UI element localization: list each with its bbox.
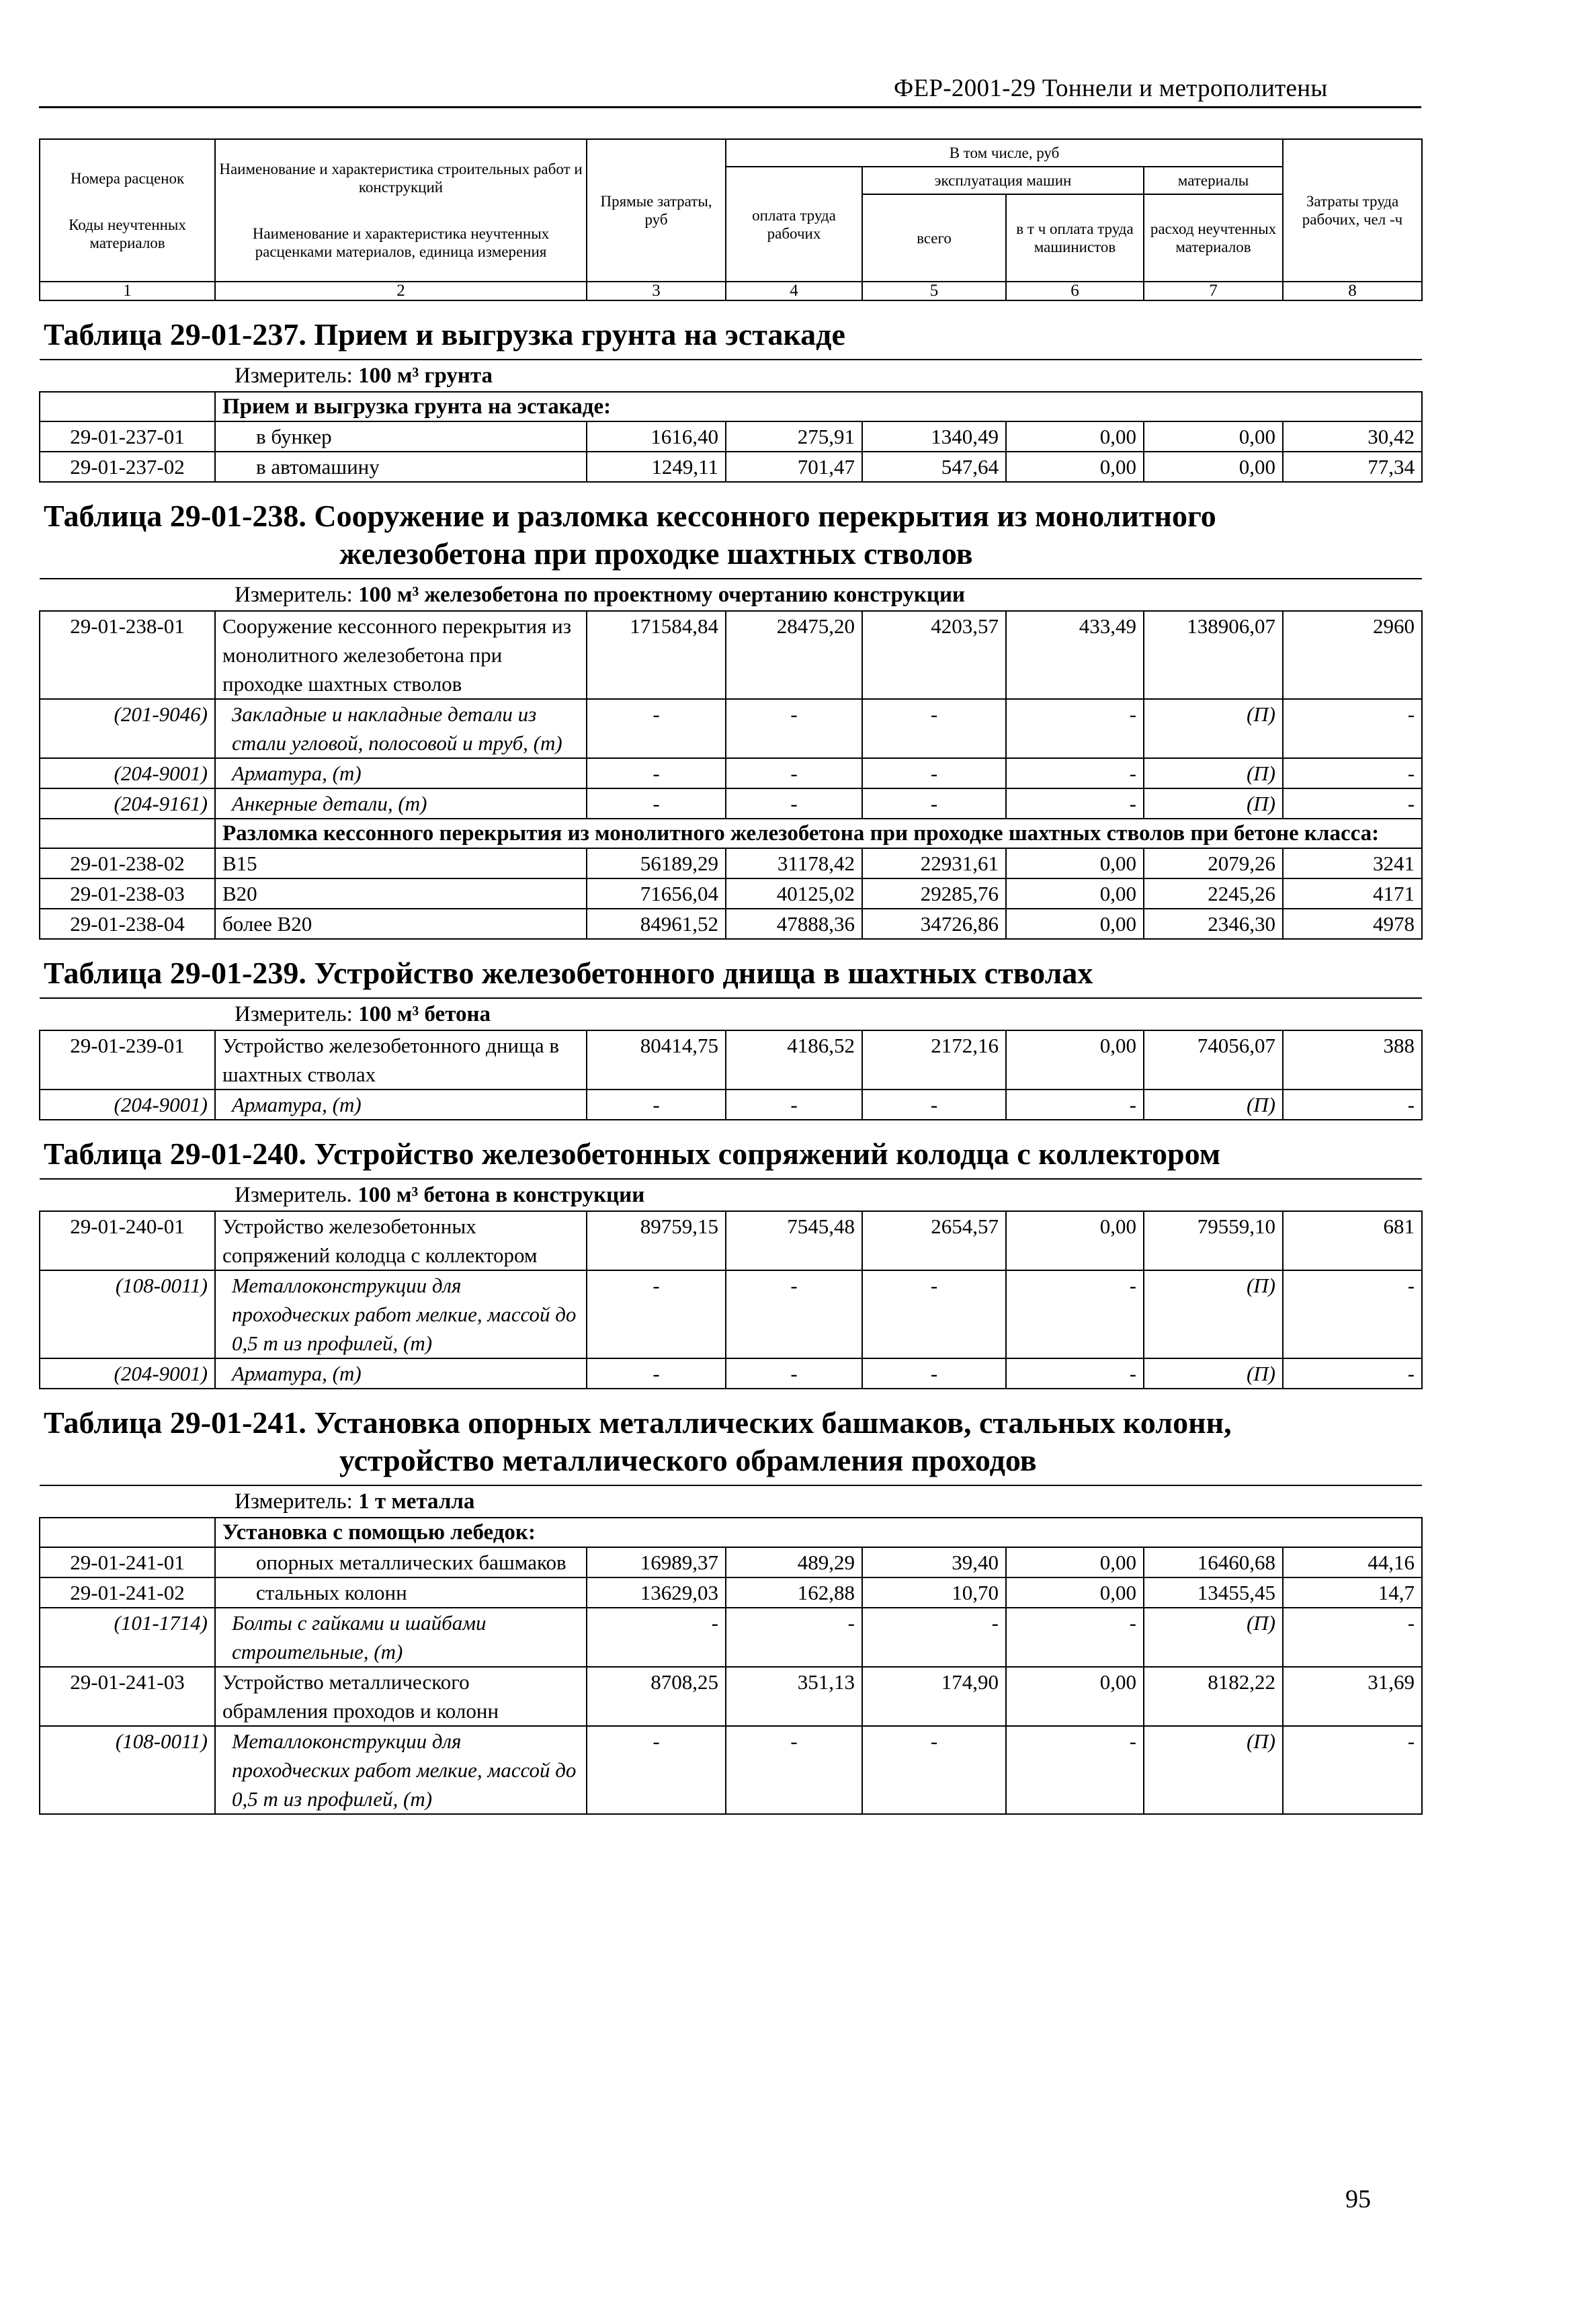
col-num: 5 — [862, 282, 1006, 300]
col-head-mat: материалы — [1144, 167, 1283, 194]
col-head-6: в т ч оплата труда машинистов — [1006, 194, 1144, 282]
material-row: (204-9001) Арматура, (т) - - - - (П) - — [40, 1358, 1422, 1389]
col-num: 3 — [587, 282, 726, 300]
material-row: (204-9161) Анкерные детали, (т) - - - - (П) - — [40, 788, 1422, 819]
col-head-5: всего — [862, 194, 1006, 282]
table-row: 29-01-241-03 Устройство металлического обрамления проходов и колонн 8708,25 351,13 174,90 0,00 8182,22 31,69 — [40, 1667, 1422, 1726]
table-row: 29-01-237-01 в бункер 1616,40 275,91 1340,49 0,00 0,00 30,42 — [40, 421, 1422, 452]
table-row: 29-01-241-01 опорных металлических башмаков 16989,37 489,29 39,40 0,00 16460,68 44,16 — [40, 1547, 1422, 1577]
table-title: Таблица 29-01-240. Устройство железобетонных сопряжений колодца с коллектором — [44, 1137, 1221, 1171]
page-number: 95 — [1345, 2185, 1371, 2213]
table-row: 29-01-238-03 В20 71656,04 40125,02 29285,76 0,00 2245,26 4171 — [40, 878, 1422, 909]
material-row: (108-0011) Металлоконструкции для проходческих работ мелкие, массой до 0,5 т из профилей, (т) - - - - (П) - — [40, 1726, 1422, 1814]
col-head-7: расход неучтенных материалов — [1144, 194, 1283, 282]
table-row: 29-01-238-02 В15 56189,29 31178,42 22931,61 0,00 2079,26 3241 — [40, 848, 1422, 878]
table-row: 29-01-238-04 более В20 84961,52 47888,36 34726,86 0,00 2346,30 4978 — [40, 909, 1422, 939]
table-row: 29-01-238-01 Сооружение кессонного перекрытия из монолитного железобетона при проходке шахтных стволов 171584,84 28475,20 4203,57 433,49 138906,07 2960 — [40, 611, 1422, 699]
meter-line: Измеритель: 100 м³ грунта — [40, 360, 1422, 392]
table-title: Таблица 29-01-241. Установка опорных металлических башмаков, стальных колонн, устройство металлического обрамления проходов — [44, 1405, 1232, 1477]
meter-line: Измеритель: 100 м³ железобетона по проектному очертанию конструкции — [40, 579, 1422, 611]
col-num: 2 — [215, 282, 587, 300]
material-row: (204-9001) Арматура, (т) - - - - (П) - — [40, 758, 1422, 788]
meter-line: Измеритель. 100 м³ бетона в конструкции — [40, 1179, 1422, 1211]
material-row: (101-1714) Болты с гайками и шайбами строительные, (т) - - - - (П) - — [40, 1608, 1422, 1667]
table-row: 29-01-241-02 стальных колонн 13629,03 162,88 10,70 0,00 13455,45 14,7 — [40, 1577, 1422, 1608]
col-head-group: В том числе, руб — [726, 139, 1283, 167]
col-head-2: Наименование и характеристика строительных работ и конструкций Наименование и характеристика неучтенных расценками материалов, единица измерения — [215, 139, 587, 282]
table-row: 29-01-239-01 Устройство железобетонного днища в шахтных стволах 80414,75 4186,52 2172,16 0,00 74056,07 388 — [40, 1030, 1422, 1090]
col-head-exp: эксплуатация машин — [862, 167, 1144, 194]
col-num: 4 — [726, 282, 862, 300]
col-head-1: Номера расценок Коды неучтенных материалов — [40, 139, 215, 282]
price-table — [39, 138, 1423, 1815]
meter-line: Измеритель: 1 т металла — [40, 1485, 1422, 1518]
col-num: 1 — [40, 282, 215, 300]
material-row: (108-0011) Металлоконструкции для проходческих работ мелкие, массой до 0,5 т из профилей, (т) - - - - (П) - — [40, 1270, 1422, 1358]
material-row: (204-9001) Арматура, (т) - - - - (П) - — [40, 1090, 1422, 1120]
col-num: 6 — [1006, 282, 1144, 300]
table-title: Таблица 29-01-239. Устройство железобетонного днища в шахтных стволах — [44, 956, 1093, 990]
col-num: 7 — [1144, 282, 1283, 300]
col-head-4: оплата труда рабочих — [726, 167, 862, 282]
table-row: 29-01-237-02 в автомашину 1249,11 701,47 547,64 0,00 0,00 77,34 — [40, 452, 1422, 482]
table-row: 29-01-240-01 Устройство железобетонных сопряжений колодца с коллектором 89759,15 7545,48 2654,57 0,00 79559,10 681 — [40, 1211, 1422, 1270]
running-header: ФЕР-2001-29 Тоннели и метрополитены — [894, 75, 1328, 102]
meter-line: Измеритель: 100 м³ бетона — [40, 998, 1422, 1030]
col-head-3: Прямые затраты, руб — [587, 139, 726, 282]
col-head-8: Затраты труда рабочих, чел -ч — [1283, 139, 1422, 282]
section-heading: Разломка кессонного перекрытия из монолитного железобетона при проходке шахтных стволов при бетоне класса: — [215, 819, 1422, 848]
section-heading: Прием и выгрузка грунта на эстакаде: — [215, 392, 1422, 421]
material-row: (201-9046) Закладные и накладные детали из стали угловой, полосовой и труб, (т) - - - - (П) - — [40, 699, 1422, 758]
col-num: 8 — [1283, 282, 1422, 300]
section-heading: Установка с помощью лебедок: — [215, 1518, 1422, 1547]
header-rule — [39, 106, 1421, 108]
table-title: Таблица 29-01-237. Прием и выгрузка грунта на эстакаде — [44, 317, 845, 352]
table-title: Таблица 29-01-238. Сооружение и разломка кессонного перекрытия из монолитного железобетона при проходке шахтных стволов — [44, 499, 1216, 571]
